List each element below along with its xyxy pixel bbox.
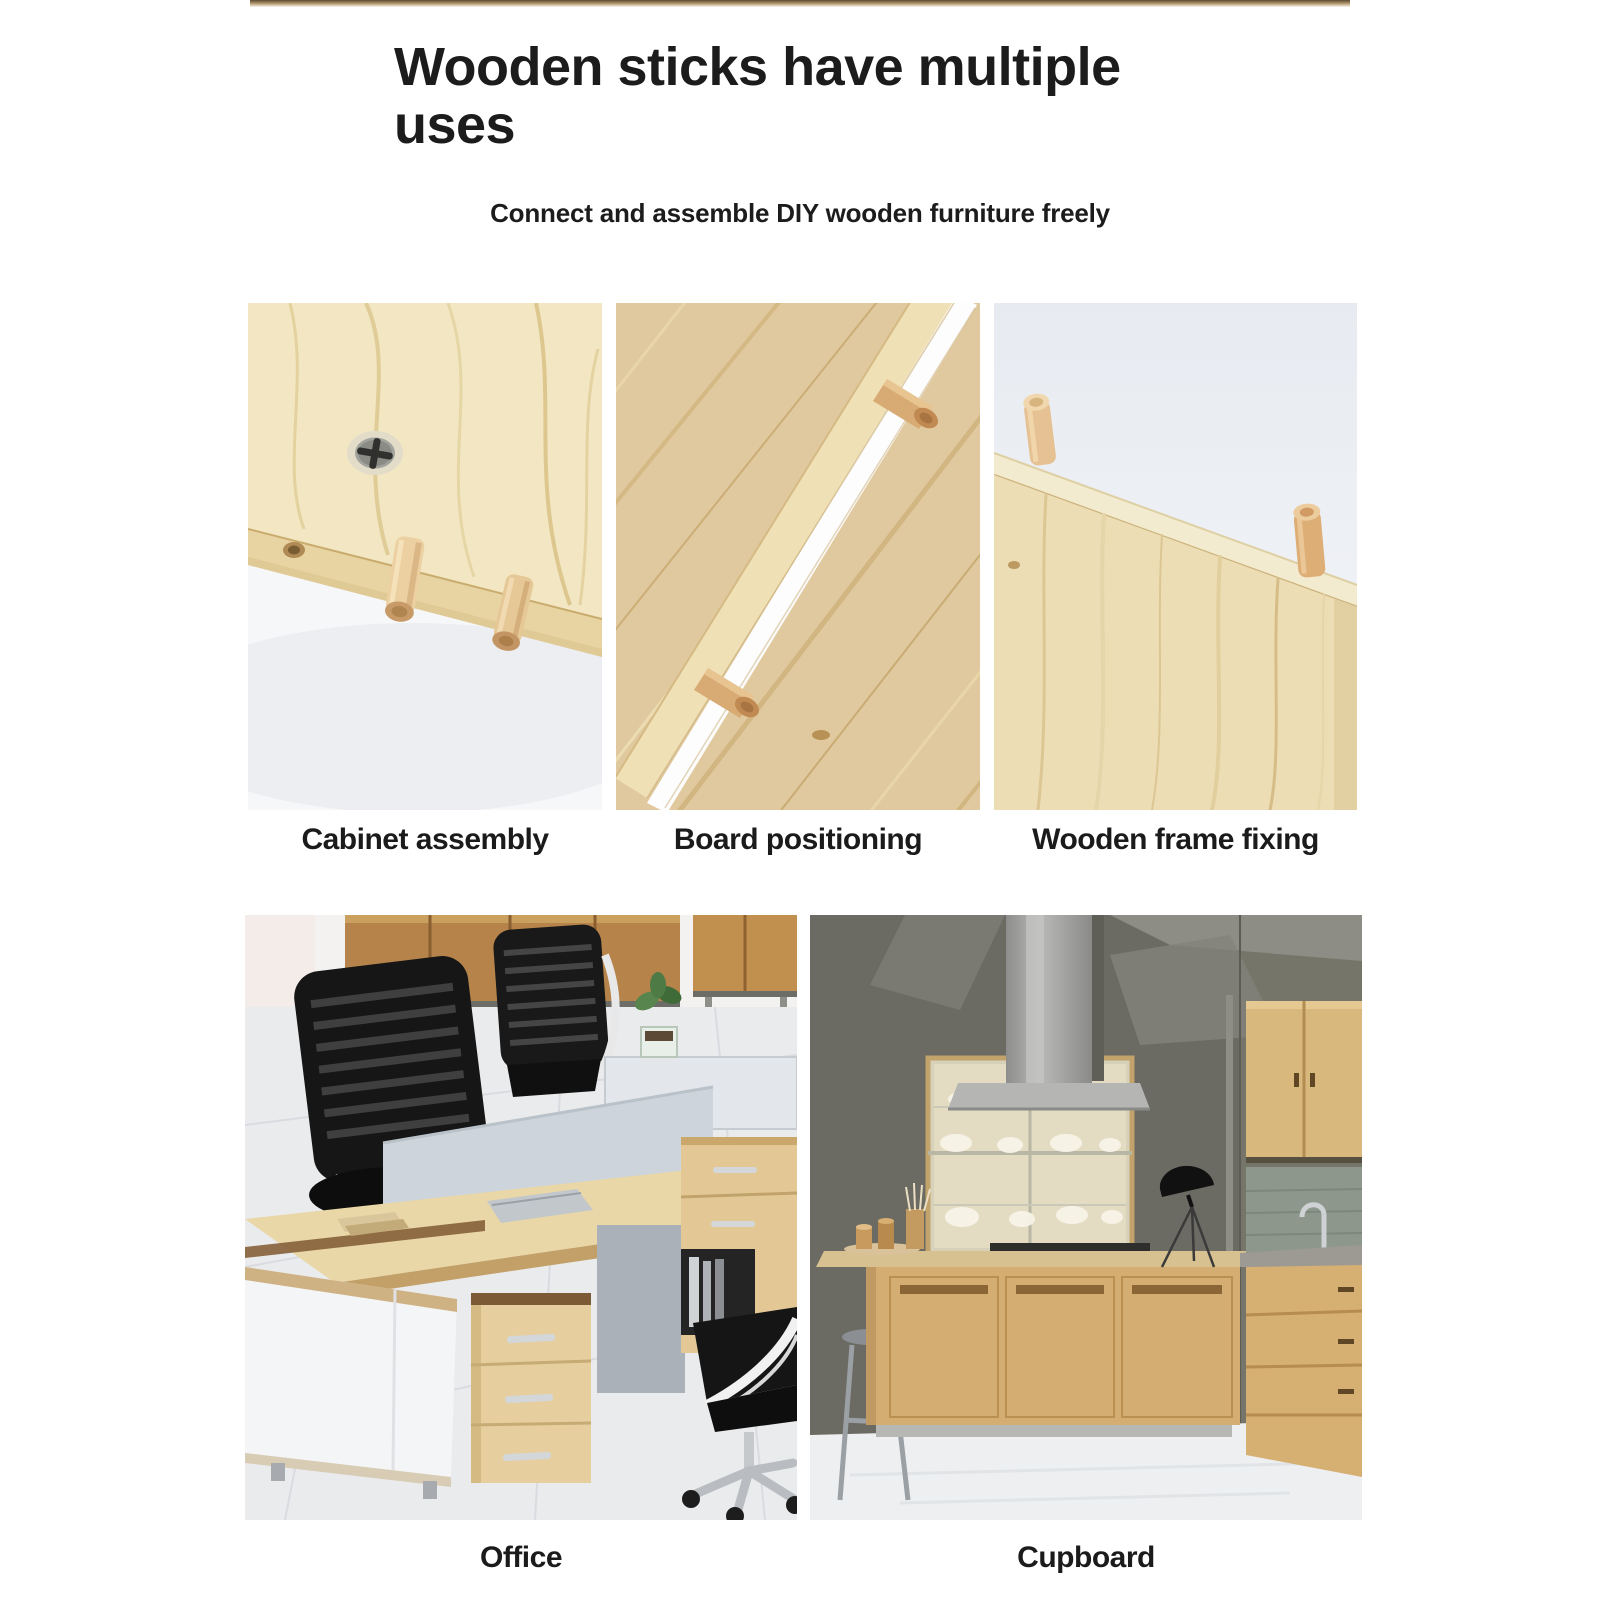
- wood-knot: [812, 730, 830, 740]
- use-case-row: [248, 303, 1357, 858]
- office-illustration: [245, 915, 797, 1520]
- wooden-frame-fixing-image: [994, 303, 1357, 810]
- base-cupboards-right: [1246, 1265, 1362, 1477]
- use-case-caption: Wooden frame fixing: [1032, 823, 1319, 856]
- column-shadow: [1092, 915, 1104, 1081]
- board-positioning-illustration: [616, 303, 980, 810]
- page-subtitle: Connect and assemble DIY wooden furniture freely: [490, 198, 1110, 228]
- cabinet-assembly-illustration: [248, 303, 602, 810]
- previous-section-image-edge: [250, 0, 1350, 7]
- application-caption: Cupboard: [1017, 1541, 1155, 1574]
- use-case-wooden-frame-fixing: [994, 303, 1357, 858]
- cooktop: [990, 1243, 1150, 1251]
- page-title: Wooden sticks have multiple uses: [394, 37, 1121, 155]
- hood-column: [1006, 915, 1092, 1083]
- cupboard-illustration: [810, 915, 1362, 1520]
- wooden-frame-fixing-illustration: [994, 303, 1357, 810]
- use-case-cabinet-assembly: [248, 303, 602, 858]
- drawer-unit-center: [471, 1293, 591, 1483]
- application-cupboard: [810, 915, 1362, 1576]
- desk-side-panel: [597, 1225, 685, 1393]
- application-row: [245, 915, 1362, 1576]
- use-case-caption: Cabinet assembly: [301, 823, 549, 856]
- office-chair-rear: [492, 923, 615, 1097]
- white-pedestal: [245, 1267, 457, 1499]
- application-caption: Office: [479, 1541, 563, 1574]
- range-hood: [948, 1083, 1150, 1109]
- screw: [347, 431, 403, 475]
- use-case-board-positioning: [616, 303, 980, 858]
- island-cupboard: [816, 1251, 1246, 1437]
- cupboard-image: [810, 915, 1362, 1520]
- application-office: [245, 915, 797, 1576]
- cabinet-assembly-image: [248, 303, 602, 810]
- use-case-caption: Board positioning: [673, 823, 923, 856]
- board-positioning-image: [616, 303, 980, 810]
- floor-shadow: [248, 623, 602, 810]
- wall-cupboards-right: [1246, 1001, 1362, 1163]
- office-image: [245, 915, 797, 1520]
